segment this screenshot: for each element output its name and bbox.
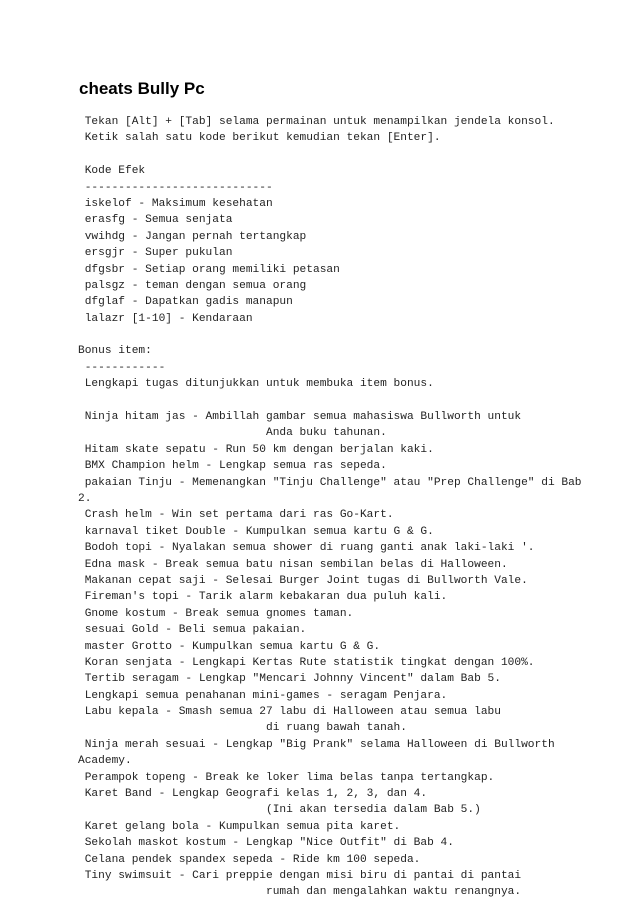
text-line: Anda buku tahunan. [78, 427, 387, 440]
text-line: di ruang bawah tanah. [78, 722, 407, 735]
text-line: Lengkapi semua penahanan mini-games - seragam Penjara. [78, 689, 448, 702]
text-line: Tertib seragam - Lengkap "Mencari Johnny Vincent" dalam Bab 5. [78, 673, 501, 686]
text-line: Koran senjata - Lengkapi Kertas Rute statistik tingkat dengan 100%. [78, 656, 535, 669]
text-line: vwihdg - Jangan pernah tertangkap [78, 230, 307, 243]
text-line: Karet Band - Lengkap Geografi kelas 1, 2, 3, dan 4. [78, 788, 428, 801]
text-line: Academy. [78, 755, 132, 768]
text-line: Ninja merah sesuai - Lengkap "Big Prank" selama Halloween di Bullworth [78, 738, 555, 751]
text-line: erasfg - Semua senjata [78, 214, 233, 227]
text-line: Bonus item: [78, 345, 152, 358]
text-line: dfglaf - Dapatkan gadis manapun [78, 296, 293, 309]
text-line: Celana pendek spandex sepeda - Ride km 100 sepeda. [78, 853, 421, 866]
text-line: Labu kepala - Smash semua 27 labu di Halloween atau semua labu [78, 706, 501, 719]
text-line: ---------------------------- [78, 181, 273, 194]
text-line: Ketik salah satu kode berikut kemudian tekan [Enter]. [78, 132, 441, 145]
text-line: Tekan [Alt] + [Tab] selama permainan untuk menampilkan jendela konsol. [78, 116, 555, 128]
text-line: Crash helm - Win set pertama dari ras Go-Kart. [78, 509, 394, 522]
text-line: iskelof - Maksimum kesehatan [78, 197, 273, 210]
text-line: Perampok topeng - Break ke loker lima belas tanpa tertangkap. [78, 771, 495, 784]
text-line: Fireman's topi - Tarik alarm kebakaran dua puluh kali. [78, 591, 448, 604]
document-body [78, 114, 608, 901]
text-line: Karet gelang bola - Kumpulkan semua pita karet. [78, 820, 401, 833]
text-line: Edna mask - Break semua batu nisan sembilan belas di Halloween. [78, 558, 508, 571]
text-line: ersgjr - Super pukulan [78, 247, 233, 260]
text-line: Bodoh topi - Nyalakan semua shower di ruang ganti anak laki-laki '. [78, 542, 535, 555]
text-line: Gnome kostum - Break semua gnomes taman. [78, 607, 354, 620]
text-line: karnaval tiket Double - Kumpulkan semua kartu G & G. [78, 525, 434, 538]
page-title: cheats Bully Pc [79, 79, 205, 98]
text-line: sesuai Gold - Beli semua pakaian. [78, 624, 307, 637]
text-line: pakaian Tinju - Memenangkan "Tinju Challenge" atau "Prep Challenge" di Bab [78, 476, 582, 489]
text-line: palsgz - teman dengan semua orang [78, 279, 307, 292]
text-line: master Grotto - Kumpulkan semua kartu G & G. [78, 640, 381, 653]
text-line: 2. [78, 492, 92, 505]
text-line: BMX Champion helm - Lengkap semua ras sepeda. [78, 460, 387, 473]
text-line: dfgsbr - Setiap orang memiliki petasan [78, 263, 340, 276]
text-line: Hitam skate sepatu - Run 50 km dengan berjalan kaki. [78, 443, 434, 456]
text-line: Sekolah maskot kostum - Lengkap "Nice Outfit" di Bab 4. [78, 837, 454, 850]
text-line: Ninja hitam jas - Ambillah gambar semua mahasiswa Bullworth untuk [78, 411, 522, 424]
text-line: ------------ [78, 361, 166, 374]
text-line [78, 147, 608, 163]
text-line [78, 393, 608, 409]
text-line: Tiny swimsuit - Cari preppie dengan misi biru di pantai di pantai [78, 869, 522, 882]
text-line [78, 327, 608, 343]
text-line: rumah dan mengalahkan waktu renangnya. [78, 886, 522, 899]
text-line: Lengkapi tugas ditunjukkan untuk membuka item bonus. [78, 378, 434, 391]
text-line: Makanan cepat saji - Selesai Burger Joint tugas di Bullworth Vale. [78, 574, 528, 587]
text-line: Kode Efek [78, 165, 146, 178]
text-line: lalazr [1-10] - Kendaraan [78, 312, 253, 325]
text-line: (Ini akan tersedia dalam Bab 5.) [78, 804, 481, 817]
